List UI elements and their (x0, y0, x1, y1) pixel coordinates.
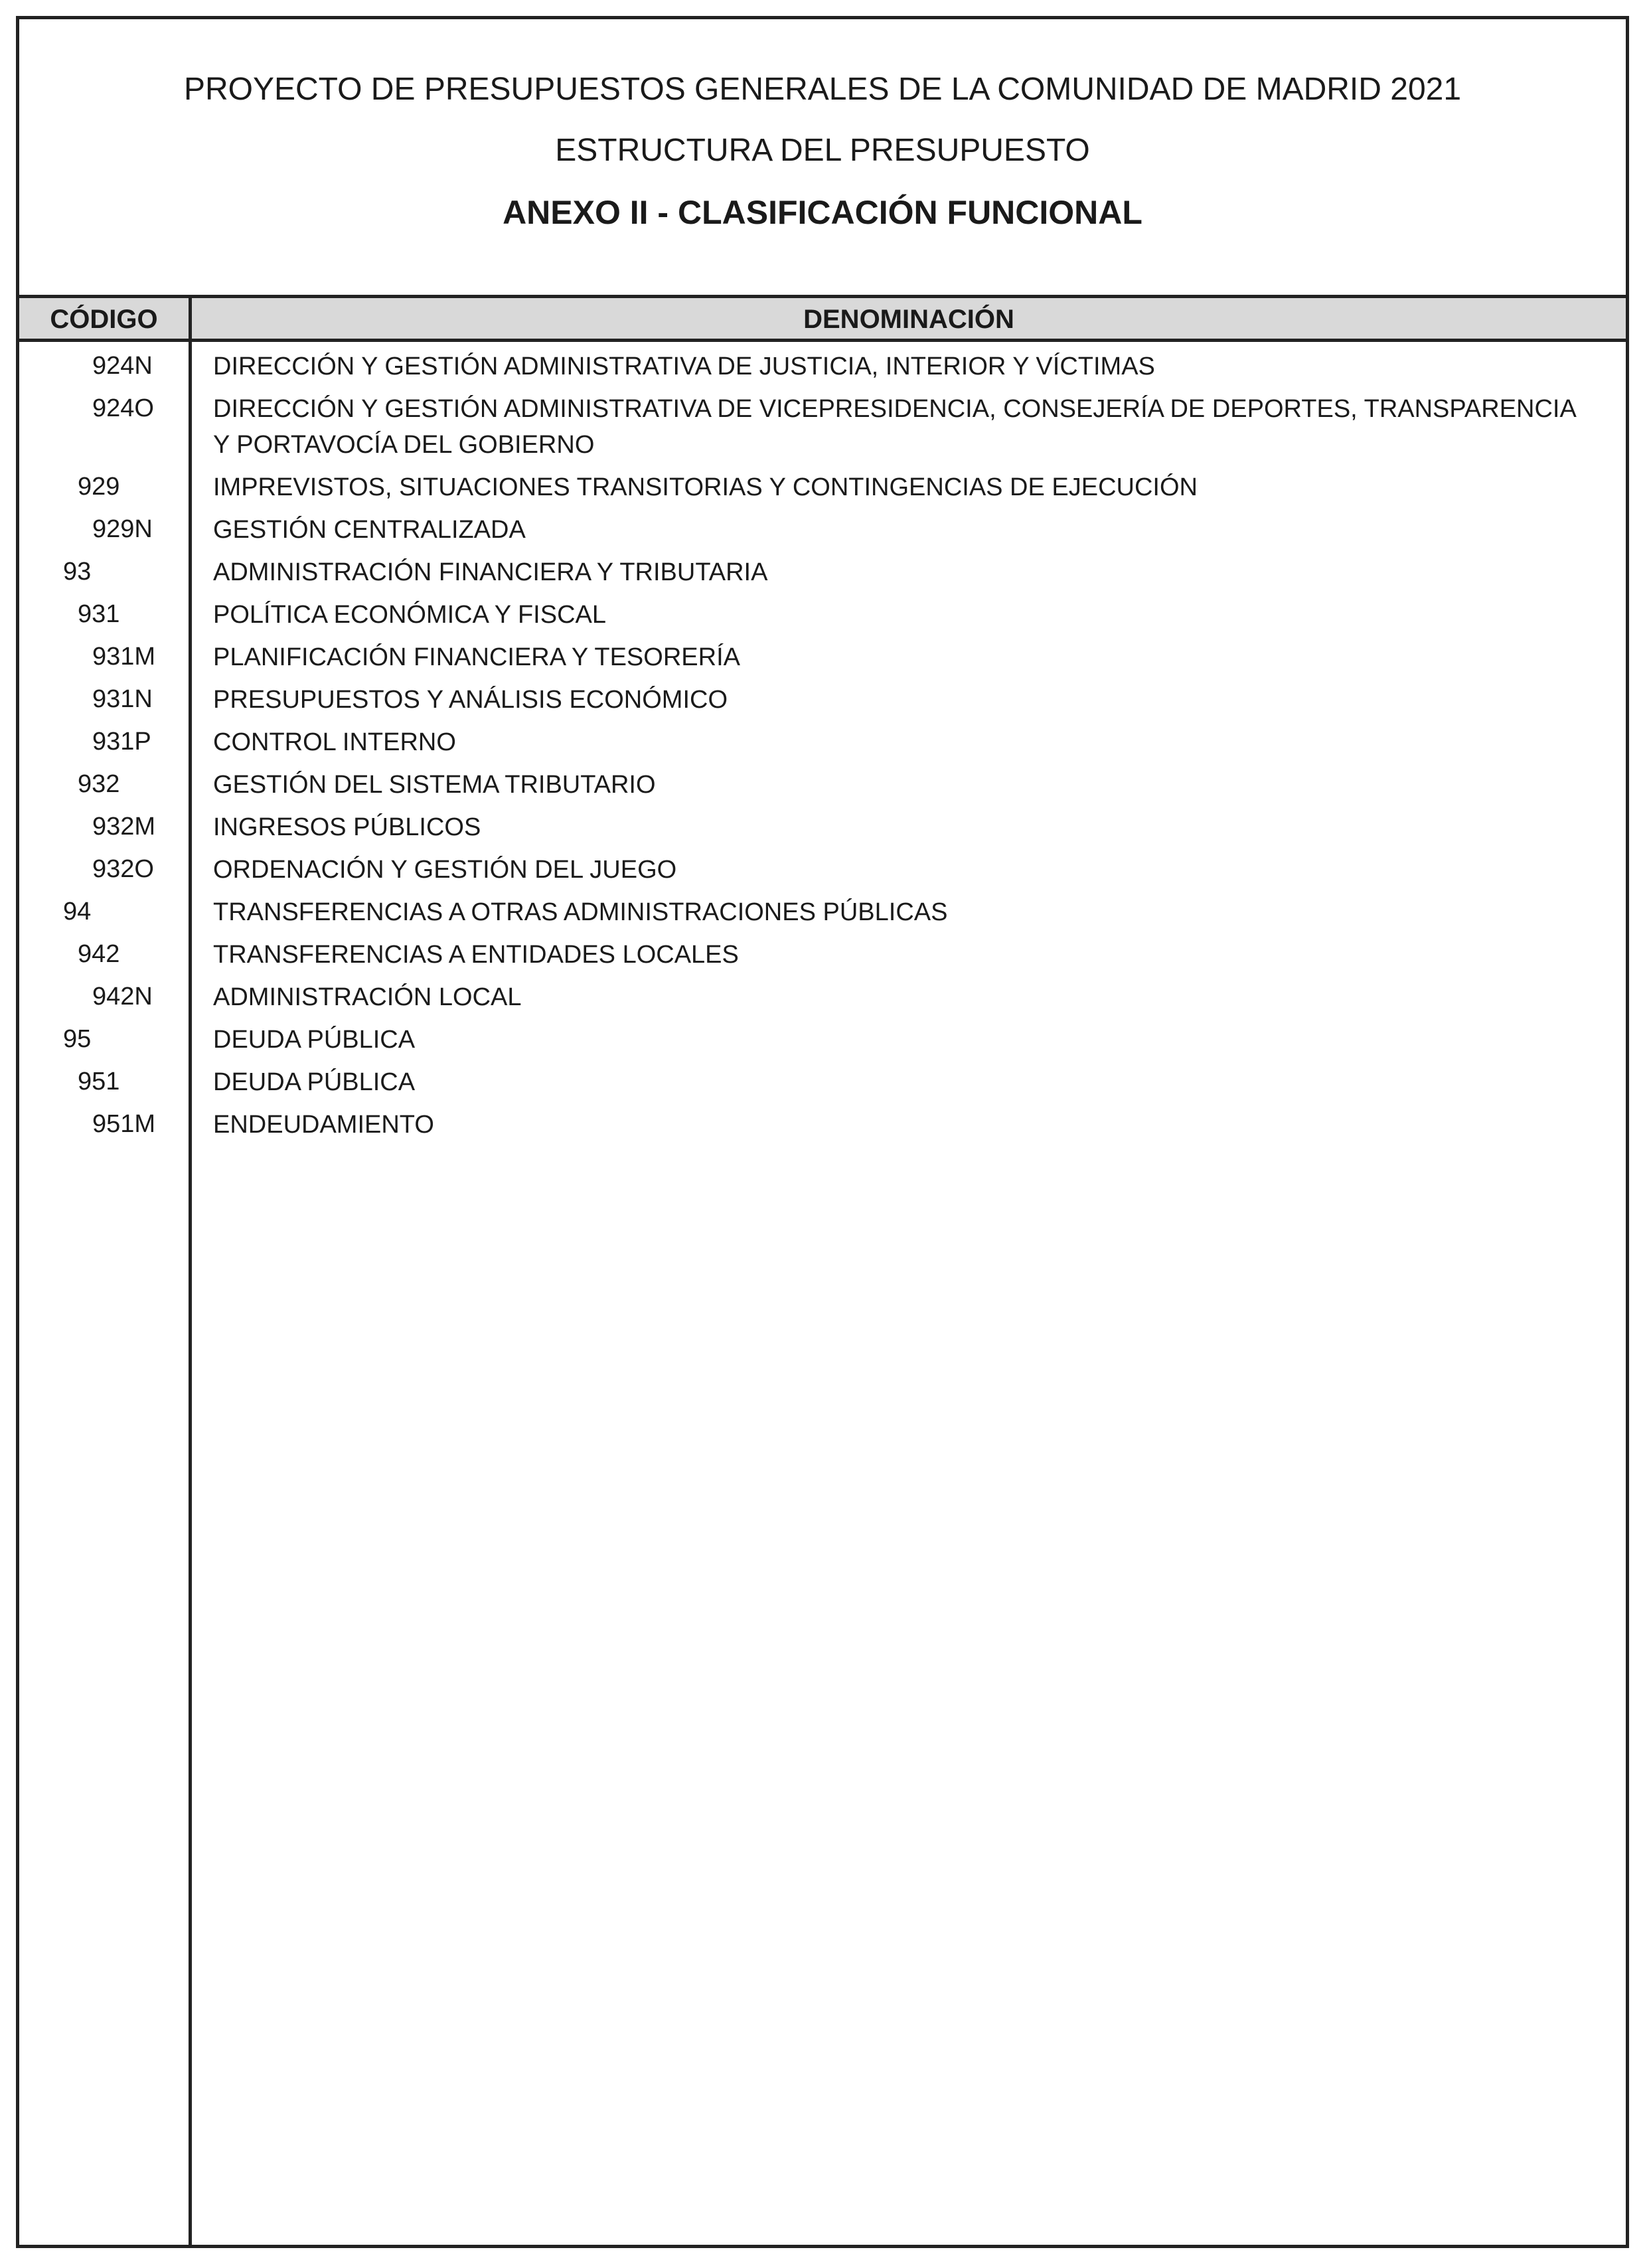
row-code: 929 (78, 473, 120, 501)
annex-title: ANEXO II - CLASIFICACIÓN FUNCIONAL (503, 194, 1142, 231)
row-code: 95 (63, 1025, 92, 1053)
row-denomination: POLÍTICA ECONÓMICA Y FISCAL (213, 601, 606, 629)
row-code: 951 (78, 1068, 120, 1095)
row-denomination: INGRESOS PÚBLICOS (213, 813, 481, 841)
table-body (19, 342, 1626, 1143)
row-denomination: ORDENACIÓN Y GESTIÓN DEL JUEGO (213, 856, 677, 884)
row-code: 931P (92, 728, 151, 756)
table-row (19, 845, 1626, 888)
table-row (19, 930, 1626, 973)
table-row (19, 548, 1626, 590)
column-header-name: DENOMINACIÓN (803, 305, 1014, 334)
row-denomination: ADMINISTRACIÓN FINANCIERA Y TRIBUTARIA (213, 558, 768, 586)
table-row (19, 888, 1626, 930)
document-title: PROYECTO DE PRESUPUESTOS GENERALES DE LA COMUNIDAD DE MADRID 2021 (183, 72, 1462, 107)
row-code: 932O (92, 855, 154, 883)
table-row (19, 803, 1626, 845)
row-denomination: PRESUPUESTOS Y ANÁLISIS ECONÓMICO (213, 686, 728, 714)
row-denomination: TRANSFERENCIAS A ENTIDADES LOCALES (213, 941, 739, 969)
row-denomination: IMPREVISTOS, SITUACIONES TRANSITORIAS Y CONTINGENCIAS DE EJECUCIÓN (213, 473, 1198, 501)
row-code: 951M (92, 1110, 156, 1138)
row-denomination: TRANSFERENCIAS A OTRAS ADMINISTRACIONES PÚBLICAS (213, 898, 948, 926)
table-row (19, 505, 1626, 548)
document-subtitle: ESTRUCTURA DEL PRESUPUESTO (555, 133, 1090, 168)
row-code: 932M (92, 813, 156, 841)
table-row (19, 760, 1626, 803)
row-code: 929N (92, 515, 153, 543)
document-frame (16, 16, 1629, 2248)
row-denomination: DEUDA PÚBLICA (213, 1068, 416, 1096)
row-denomination: DEUDA PÚBLICA (213, 1026, 416, 1054)
row-code: 931 (78, 600, 120, 628)
table-row (19, 675, 1626, 718)
row-code: 931M (92, 643, 156, 671)
row-code: 942N (92, 983, 153, 1011)
row-denomination: DIRECCIÓN Y GESTIÓN ADMINISTRATIVA DE VICEPRESIDENCIA, CONSEJERÍA DE DEPORTES, TRANSPARENCIA Y PORTAVOCÍA DEL GOBIERNO (213, 395, 1575, 459)
table-row (19, 718, 1626, 760)
row-code: 924O (92, 394, 154, 422)
row-denomination: GESTIÓN DEL SISTEMA TRIBUTARIO (213, 771, 656, 799)
row-code: 942 (78, 940, 120, 968)
table-header (19, 298, 1626, 342)
column-header-code: CÓDIGO (50, 305, 158, 334)
row-code: 932 (78, 770, 120, 798)
row-code: 93 (63, 558, 92, 586)
row-denomination: GESTIÓN CENTRALIZADA (213, 516, 526, 544)
row-denomination: PLANIFICACIÓN FINANCIERA Y TESORERÍA (213, 643, 740, 671)
table-row (19, 973, 1626, 1015)
table-row (19, 463, 1626, 505)
table-row (19, 590, 1626, 633)
row-denomination: CONTROL INTERNO (213, 728, 456, 756)
row-denomination: ENDEUDAMIENTO (213, 1111, 434, 1139)
table-row (19, 384, 1626, 463)
table-row (19, 1100, 1626, 1143)
row-denomination: ADMINISTRACIÓN LOCAL (213, 983, 522, 1011)
document-header (19, 19, 1626, 298)
row-code: 924N (92, 352, 153, 380)
row-code: 931N (92, 685, 153, 713)
table-row (19, 1058, 1626, 1100)
table-row (19, 1015, 1626, 1058)
row-denomination: DIRECCIÓN Y GESTIÓN ADMINISTRATIVA DE JUSTICIA, INTERIOR Y VÍCTIMAS (213, 353, 1155, 380)
row-code: 94 (63, 898, 92, 926)
table-row (19, 633, 1626, 675)
table-row (19, 342, 1626, 384)
